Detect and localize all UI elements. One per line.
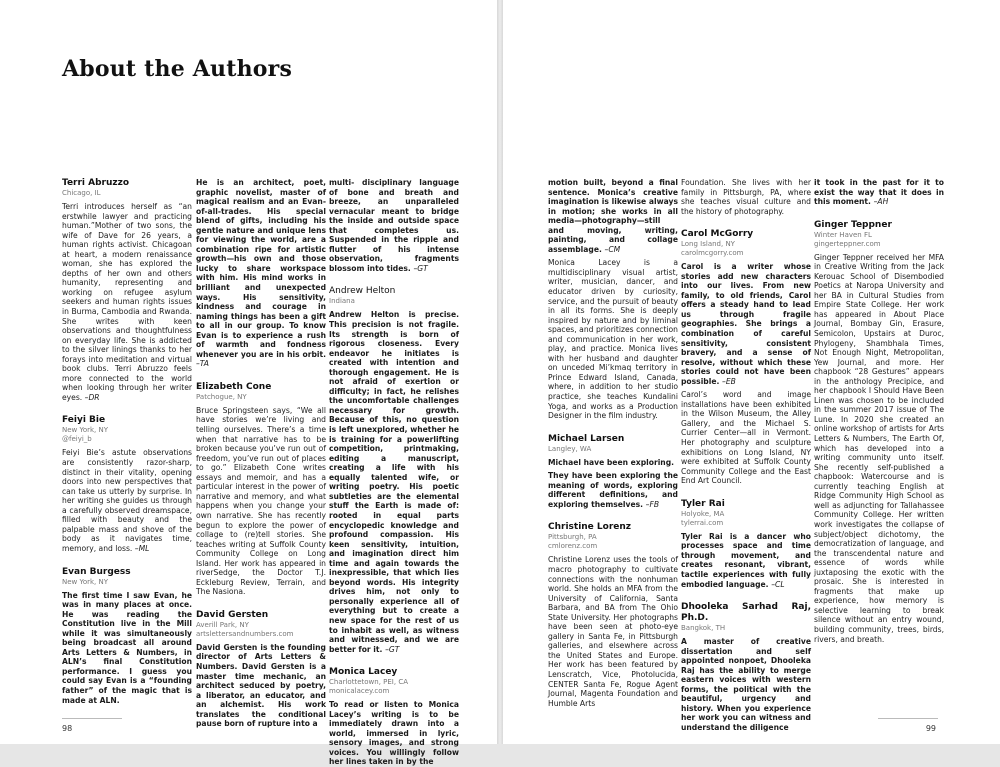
author-michael-larsen bbox=[548, 434, 678, 510]
bio-signature: –CM bbox=[604, 244, 621, 254]
author-name: Evan Burgess bbox=[62, 566, 131, 577]
right-page bbox=[503, 0, 1000, 744]
page-number-right: 99 bbox=[925, 724, 936, 733]
author-name: David Gersten bbox=[196, 609, 269, 620]
author-name: Dhooleka Sarhad Raj, Ph.D. bbox=[681, 602, 811, 624]
author-tyler-rai bbox=[681, 499, 811, 589]
author-location: Long Island, NY bbox=[681, 240, 735, 249]
author-website: gingerteppner.com bbox=[814, 239, 881, 248]
author-bio: Andrew Helton is precise. This precision is not fragile. Its strength is born of rigorous closeness. Every endeavor he initiates is created with intention and thorough engagement. He is not afraid of exertion or difficulty; in fact, he relishes the uncomfortable challenges necessary for growth. Because of this, no question is left unexplored, whether he is training for a powerlifting competition, printmaking, editing a manuscript, creating a life with his equally talented wife, or writing poetry. His poetic subtleties are the elemental stuff the Earth is made of: rooted in equal parts encyclopedic knowledge and profound compassion. His keen sensitivity, intuition, and imagination direct him time and again towards the inexpressible, that which lies beyond words. His integrity drives him, not only to personally experience all of everything but to create a new space for the rest of us to inhabit as well, as witness and witnessed, and we are better for it. bbox=[329, 310, 459, 654]
author-name: Terri Abruzzo bbox=[62, 178, 130, 188]
author-bio: Ginger Teppner received her MFA in Creative Writing from the Jack Kerouac School of Disembodied Poetics at Naropa University and her BA in Cultural Studies from Empire State College. Her work has appeared in About Place Journal, Bombay Gin, Erasure, Semicolon, Upstairs at Duroc, Phylogeny, Shambhala Times, Not Enough Night, Metropolitan, Yew Journal, and more. Her chapbook “28 Gestures” appears in the anthology Precipice, and her chapbook I Should Have Been Linen was chosen to be included in the summer 2017 issue of The Lune. In 2020 she created an online workshop of artists for Arts Letters & Numbers, The Earth Of, which has developed into a writing community unto itself. She recently self-published a chapbook: Watercourse and is currently teaching English at Ridge Community High School as well as adjuncting for Tallahassee Community College. Her written work investigates the collapse of subject/object dichotomy, the democratization of language, and the transcendental nature and essence of words while juxtaposing the exotic with the prosaic. She is interested in fragments that make up experience, how memory is selective learning to break silence without an entry wound, building community, trees, birds, rivers, and breath. bbox=[814, 252, 944, 644]
author-location: Pittsburgh, PA bbox=[548, 533, 597, 542]
author-location: Indiana bbox=[329, 297, 355, 306]
bio-signature: –GT bbox=[413, 263, 428, 273]
column-6 bbox=[814, 178, 944, 718]
author-bio: Tyler Rai is a dancer who processes space and time through movement, and creates resonant, vibrant, tactile experiences with fully embodied language. bbox=[681, 531, 811, 589]
author-evan-burgess bbox=[62, 567, 192, 706]
author-name: Christine Lorenz bbox=[548, 522, 632, 533]
footer-rule bbox=[878, 718, 938, 719]
author-name: Elizabeth Cone bbox=[196, 381, 272, 392]
bio-signature: –CL bbox=[771, 579, 785, 589]
author-handle: @feiyi_b bbox=[62, 435, 92, 444]
bio-signature: –AH bbox=[873, 197, 889, 207]
author-monica-lacey-continued bbox=[548, 178, 678, 421]
author-location: Averill Park, NY bbox=[196, 620, 249, 629]
author-christine-lorenz bbox=[548, 522, 678, 708]
author-name: Andrew Helton bbox=[329, 286, 396, 297]
author-location: Langley, WA bbox=[548, 444, 592, 453]
author-bio: Christine Lorenz uses the tools of macro photography to cultivate connections with the nonhuman world. She holds an MFA from the University of California, Santa Barbara, and BA from The Ohio State University. Her photographs have been seen at photo-eye gallery in Santa Fe, in Pittsburgh galleries, and elsewhere across the United States and Europe. Her work has been featured by Lenscratch, Vice, Photolucida, CENTER Santa Fe, Rogue Agent Journal, Magenta Foundation and Humble Arts bbox=[548, 555, 678, 708]
bio-signature: –FB bbox=[645, 499, 660, 509]
author-bio: Michael have been exploring. bbox=[548, 457, 675, 467]
author-dhooleka-raj bbox=[681, 602, 811, 732]
author-bio: Feiyi Bie’s astute observations are consistently razor-sharp, distinct in their vitality, opening doors into new perspectives that can take us utterly by surprise. In her writing she guides us through a carefully observed dreamspace, filled with beauty and the palpable mass and shove of the body as it navigates time, memory, and loss. bbox=[62, 448, 192, 553]
author-elizabeth-cone bbox=[196, 382, 326, 597]
author-location: Patchogue, NY bbox=[196, 392, 247, 401]
column-4 bbox=[548, 178, 678, 718]
footer-rule bbox=[62, 718, 122, 719]
author-name: Monica Lacey bbox=[329, 667, 398, 678]
author-monica-lacey bbox=[329, 667, 459, 767]
author-bio: Terri introduces herself as “an erstwhile lawyer and practicing human.”Mother of two sons, the wife of Dave for 26 years, a human rights activist. Chicagoan at heart, a modern renaissance woman, she has explored the depths of her own and others humanity, representing and working on refugee asylum seekers and human rights issues in Burma, Cambodia and Rwanda. She writes with keen observations and thoughtfulness on everyday life. She is addicted to the silver linings thanks to her forays into meditation and virtual book clubs. Terri Abruzzo feels more connected to the world when looking through her writer eyes. bbox=[62, 202, 192, 402]
left-page bbox=[0, 0, 497, 767]
author-location: Holyoke, MA bbox=[681, 509, 725, 518]
author-location: New York, NY bbox=[62, 577, 109, 586]
author-bio-second: Monica Lacey is a multidisciplinary visual artist, writer, musician, dancer, and educator driven by curiosity, service, and the pursuit of beauty in all its forms. She is deeply inspired by nature and by liminal spaces, and prioritizes connection and communication in her work, play, and practice. Monica lives with her husband and daughter on unceded Mi’kmaq territory in Prince Edward Island, Canada, where, in addition to her studio practice, she teaches Kundalini Yoga, and works as a Production Designer in the film industry. bbox=[548, 258, 678, 421]
page-number-left: 98 bbox=[62, 724, 73, 733]
author-terri-abruzzo bbox=[62, 178, 192, 402]
column-2 bbox=[196, 178, 326, 729]
author-location: Bangkok, TH bbox=[681, 624, 726, 633]
author-location: New York, NY bbox=[62, 426, 109, 435]
author-location: Winter Haven FL bbox=[814, 230, 872, 239]
author-bio: Bruce Springsteen says, “We all have stories we’re living and telling ourselves. There’s a time when that narrative has to be broken because you’ve run out of freedom, you’ve run out of places to go.” Elizabeth Cone writes essays and memoir, and has a particular interest in the power of narrative and memory, and what happens when you change your own narrative. She has recently begun to explore the power of collage to (re)tell stories. She teaches writing at Suffolk County Community College on Long Island. Her work has appeared in riverSedge, the Doctor T.J. Eckleburg Review, Terrain, and The Nasiona. bbox=[196, 405, 326, 597]
column-5 bbox=[681, 178, 811, 732]
author-david-gersten-continued bbox=[329, 178, 459, 273]
author-name: Ginger Teppner bbox=[814, 219, 892, 230]
author-bio-continued: it took in the past for it to exist the way that it does in this moment. bbox=[814, 178, 944, 207]
author-name: Carol McGorry bbox=[681, 229, 754, 240]
column-1 bbox=[62, 178, 192, 708]
author-bio: The first time I saw Evan, he was in many places at once. He was reading the Constitution live in the Mill while it was simultaneously being broadcast all around Arts Letters & Numbers, in ALN’s final Constitution performance. I guess you could say Evan is a “founding father” of the magic that is made at ALN. bbox=[62, 590, 192, 705]
author-ginger-teppner bbox=[814, 220, 944, 644]
author-carol-mcgorry bbox=[681, 229, 811, 486]
author-feiyi-bie bbox=[62, 415, 192, 553]
author-bio-second: They have been exploring the meaning of words, exploring different definitions, and exploring themselves. bbox=[548, 471, 678, 509]
author-location: Charlottetown, PEI, CA bbox=[329, 678, 408, 687]
author-evan-burgess-continued bbox=[196, 178, 326, 369]
bio-signature: –EB bbox=[722, 376, 736, 386]
bio-signature: –ML bbox=[134, 543, 150, 553]
column-3 bbox=[329, 178, 459, 767]
author-andrew-helton bbox=[329, 286, 459, 654]
author-bio-continued: Foundation. She lives with her family in Pittsburgh, PA, where she teaches visual culture and the history of photography. bbox=[681, 178, 811, 216]
author-christine-lorenz-continued bbox=[681, 178, 811, 216]
author-website: cmlorenz.com bbox=[548, 542, 598, 551]
author-bio: A master of creative dissertation and self appointed nonpoet, Dhooleka Raj has the ability to merge eastern voices with western forms, the political with the beautiful, urgency and history. When you experience her work you can witness and understand the diligence bbox=[681, 637, 811, 732]
author-bio-continued: He is an architect, poet, graphic novelist, master of magical realism and an Evan-of-all-trades. His special blend of gifts, including his gentle nature and unique lens for viewing the world, are a combination ripe for artistic growth—his own and those lucky to share workspace with him. His mind works in brilliant and unexpected ways. His sensitivity, kindness and courage in naming things has been a gift to all in our group. To know Evan is to experience a rush of warmth and fondness whenever you are in his orbit. bbox=[196, 178, 326, 359]
author-bio-continued: motion built, beyond a final sentence. Monica’s creative imagination is likewise always in motion; she works in all media—photography—still and moving, writing, painting, and collage assemblage. bbox=[548, 178, 678, 254]
author-bio-second: Carol’s word and image installations have been exhibited in the Wilson Museum, the Alley Gallery, and the Michael S. Currier Center—all in Vermont. Her photography and sculpture exhibitions on Long Island, NY were exhibited at Suffolk County Community College and the East End Art Council. bbox=[681, 390, 811, 486]
bio-signature: –DR bbox=[84, 392, 100, 402]
author-name: Feiyi Bie bbox=[62, 415, 106, 426]
author-bio-continued: multi- disciplinary language of bone and breath and breeze, an unparalleled vernacular meant to bridge the inside and outside space that completes us. Suspended in the ripple and flutter of his intense observation, fragments blossom into tides. bbox=[329, 178, 459, 273]
page-title: About the Authors bbox=[62, 56, 293, 82]
author-website: artslettersandnumbers.com bbox=[196, 629, 294, 638]
author-name: Michael Larsen bbox=[548, 433, 625, 444]
bio-signature: –GT bbox=[385, 644, 400, 654]
bio-signature: –TA bbox=[196, 359, 209, 369]
author-name: Tyler Rai bbox=[681, 498, 725, 509]
author-dhooleka-raj-continued bbox=[814, 178, 944, 207]
author-location: Chicago, IL bbox=[62, 189, 101, 197]
author-website: tylerrai.com bbox=[681, 518, 724, 527]
author-website: monicalacey.com bbox=[329, 687, 390, 696]
author-bio: David Gersten is the founding director of Arts Letters & Numbers. David Gersten is a master time mechanic, an architect seduced by poetry, a liberator, an educator, and an alchemist. His work translates the conditional pause born of rupture into a bbox=[196, 642, 326, 729]
author-bio: To read or listen to Monica Lacey’s writing is to be immediately drawn into a world, immersed in lyric, sensory images, and strong voices. You willingly follow her lines taken in by the bbox=[329, 700, 459, 767]
author-website: carolmcgorry.com bbox=[681, 249, 744, 258]
author-bio: Carol is a writer whose stories add new characters into our lives. From new family, to old friends, Carol offers a steady hand to lead us through fragile geographies. She brings a combination of careful sensitivity, consistent bravery, and a sense of resolve, without which these stories could not have been possible. bbox=[681, 262, 811, 386]
author-david-gersten bbox=[196, 610, 326, 729]
